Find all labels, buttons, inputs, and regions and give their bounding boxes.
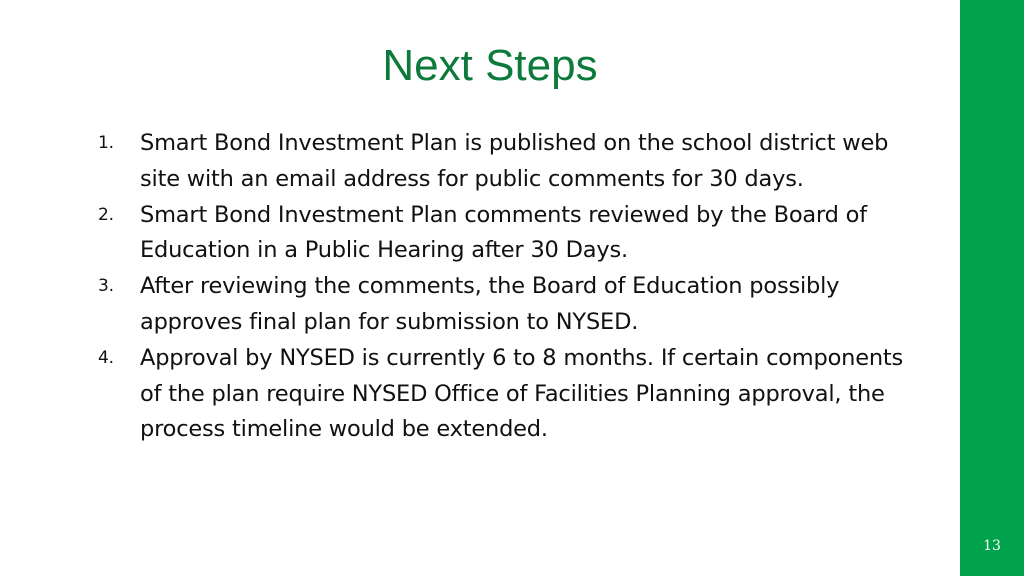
step-number: 3. xyxy=(98,276,114,297)
steps-list xyxy=(98,126,928,448)
list-item xyxy=(98,126,928,198)
step-text: Smart Bond Investment Plan is published on the school district web site with an email address for public comments for 30 days. xyxy=(140,130,889,192)
step-number: 1. xyxy=(98,133,114,153)
step-text: Smart Bond Investment Plan comments reviewed by the Board of Education in a Public Hearing after 30 Days. xyxy=(140,201,867,264)
list-item xyxy=(98,198,928,270)
slide-number: 13 xyxy=(983,538,1001,554)
list-item xyxy=(98,269,928,341)
step-number: 2. xyxy=(98,204,114,225)
step-number: 4. xyxy=(98,347,114,368)
step-text: After reviewing the comments, the Board of Education possibly approves final plan for submission to NYSED. xyxy=(140,273,840,335)
step-text: Approval by NYSED is currently 6 to 8 months. If certain components of the plan require NYSED Office of Facilities Planning approval, the process timeline would be extended. xyxy=(140,344,904,443)
list-item xyxy=(98,341,928,448)
slide-title: Next Steps xyxy=(382,41,598,90)
